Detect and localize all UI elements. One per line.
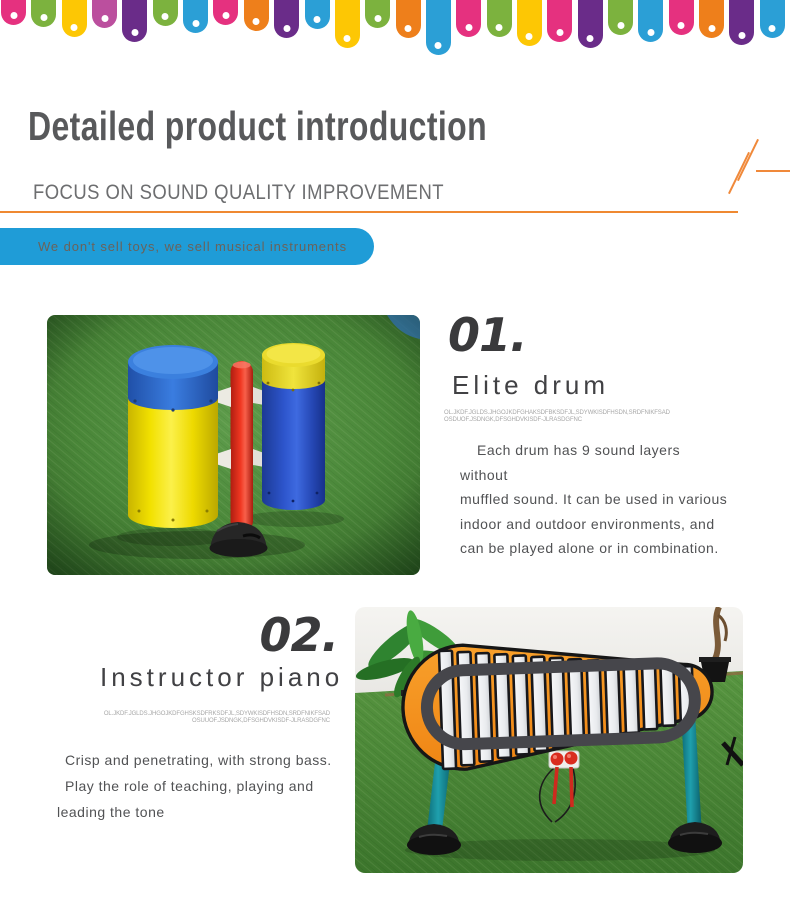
section-01-name: Elite drum — [452, 370, 610, 400]
ribbon-hole — [678, 22, 685, 29]
xylophone-key — [605, 661, 621, 736]
ribbon-hole — [222, 12, 229, 19]
instructor-piano-illustration — [355, 607, 743, 873]
banner-ribbon — [729, 0, 754, 45]
ribbon-hole — [71, 24, 78, 31]
ribbon-hole — [465, 24, 472, 31]
text-line: OL.JKDF.JGLDS.JHGOJKDFGHSKSDFRKSDFJL,SDYWKISDFHSDN,SRDFNIKFSAD — [103, 711, 330, 717]
section-02-name: Instructor piano — [100, 662, 344, 692]
ribbon-hole — [738, 32, 745, 39]
banner-ribbon — [92, 0, 117, 28]
text-line: Play the role of teaching, playing and — [65, 778, 314, 794]
banner-ribbon — [487, 0, 512, 37]
ribbon-hole — [496, 24, 503, 31]
ribbon-hole — [192, 20, 199, 27]
banner-ribbon — [760, 0, 785, 38]
banner-ribbon — [547, 0, 572, 42]
banner-ribbon — [122, 0, 147, 42]
ribbon-hole — [253, 18, 260, 25]
text-line: OSDUOF.JSDNGK,DFSGHDVKISDF-JLRASDGFNC — [444, 417, 582, 423]
banner-ribbon — [183, 0, 208, 33]
banner-ribbon — [456, 0, 481, 37]
ribbon-hole — [617, 22, 624, 29]
decor-dash-line — [756, 170, 790, 172]
xylophone-key — [587, 660, 603, 740]
section-02-description — [57, 747, 333, 825]
banner-ribbon — [1, 0, 26, 25]
ribbon-hole — [374, 15, 381, 22]
banner-ribbon — [517, 0, 542, 46]
ribbon-hole — [647, 29, 654, 36]
ribbon-hole — [708, 25, 715, 32]
section-01-fineprint — [444, 410, 670, 424]
banner-ribbon — [335, 0, 360, 48]
banner-ribbon — [426, 0, 451, 55]
ribbon-hole — [344, 35, 351, 42]
tagline-bar — [0, 228, 374, 265]
page-title: Detailed product introduction — [28, 103, 488, 149]
text-line: indoor and outdoor environments, and — [460, 515, 715, 532]
banner-ribbon — [62, 0, 87, 37]
banner-ribbon — [274, 0, 299, 38]
text-line: leading the tone — [57, 804, 165, 820]
text-line: muffled sound. It can be used in various — [460, 491, 728, 507]
ribbon-hole — [435, 42, 442, 49]
banner-ribbon — [213, 0, 238, 25]
section-02-fineprint — [60, 711, 330, 725]
ribbon-hole — [10, 12, 17, 19]
ribbon-hole — [40, 14, 47, 21]
banner-ribbons — [0, 0, 790, 60]
banner-ribbon — [31, 0, 56, 27]
elite-drum-illustration — [47, 315, 420, 575]
ribbon-hole — [769, 25, 776, 32]
text-line: OL.JKDF.JGLDS.JHGOJKDFGHAKSDFBKSDFJL,SDYWKISDFHSDN,SRDFNIKFSAD — [444, 410, 670, 416]
ribbon-hole — [587, 35, 594, 42]
banner-ribbon — [669, 0, 694, 35]
ribbon-hole — [283, 25, 290, 32]
banner-ribbon — [578, 0, 603, 48]
elite-drum-photo — [47, 315, 420, 575]
instructor-piano-photo — [355, 607, 743, 873]
ribbon-hole — [162, 13, 169, 20]
ribbon-hole — [314, 16, 321, 23]
tagline-text: We don't sell toys, we sell musical instruments — [38, 239, 347, 254]
ribbon-hole — [526, 33, 533, 40]
page-subtitle: FOCUS ON SOUND QUALITY IMPROVEMENT — [33, 181, 444, 204]
ribbon-hole — [131, 29, 138, 36]
decor-slash-icon — [737, 139, 759, 181]
banner-ribbon — [365, 0, 390, 28]
banner-ribbon — [305, 0, 330, 29]
banner-ribbon — [608, 0, 633, 35]
ribbon-hole — [405, 25, 412, 32]
text-line: OSUUOF.JSDNGK,DFSGHDVKISDF-JLRASDGFNC — [192, 718, 330, 724]
ribbon-hole — [101, 15, 108, 22]
banner-ribbon — [638, 0, 663, 42]
banner-ribbon — [396, 0, 421, 38]
orange-divider — [0, 211, 738, 213]
banner-ribbon — [153, 0, 178, 26]
section-02-number: 02. — [259, 608, 338, 662]
xylophone-key — [624, 663, 639, 733]
ribbon-hole — [556, 29, 563, 36]
xylophone-key — [660, 665, 675, 726]
decor-slash-icon — [728, 152, 750, 194]
section-01-description — [460, 438, 732, 561]
banner-ribbon — [699, 0, 724, 38]
text-line: can be played alone or in combination. — [460, 540, 719, 556]
text-line: Crisp and penetrating, with strong bass. — [65, 752, 332, 768]
section-01-number: 01. — [448, 308, 527, 362]
xylophone-key — [642, 664, 657, 730]
text-line: Each drum has 9 sound layers without — [460, 442, 681, 483]
banner-ribbon — [244, 0, 269, 31]
